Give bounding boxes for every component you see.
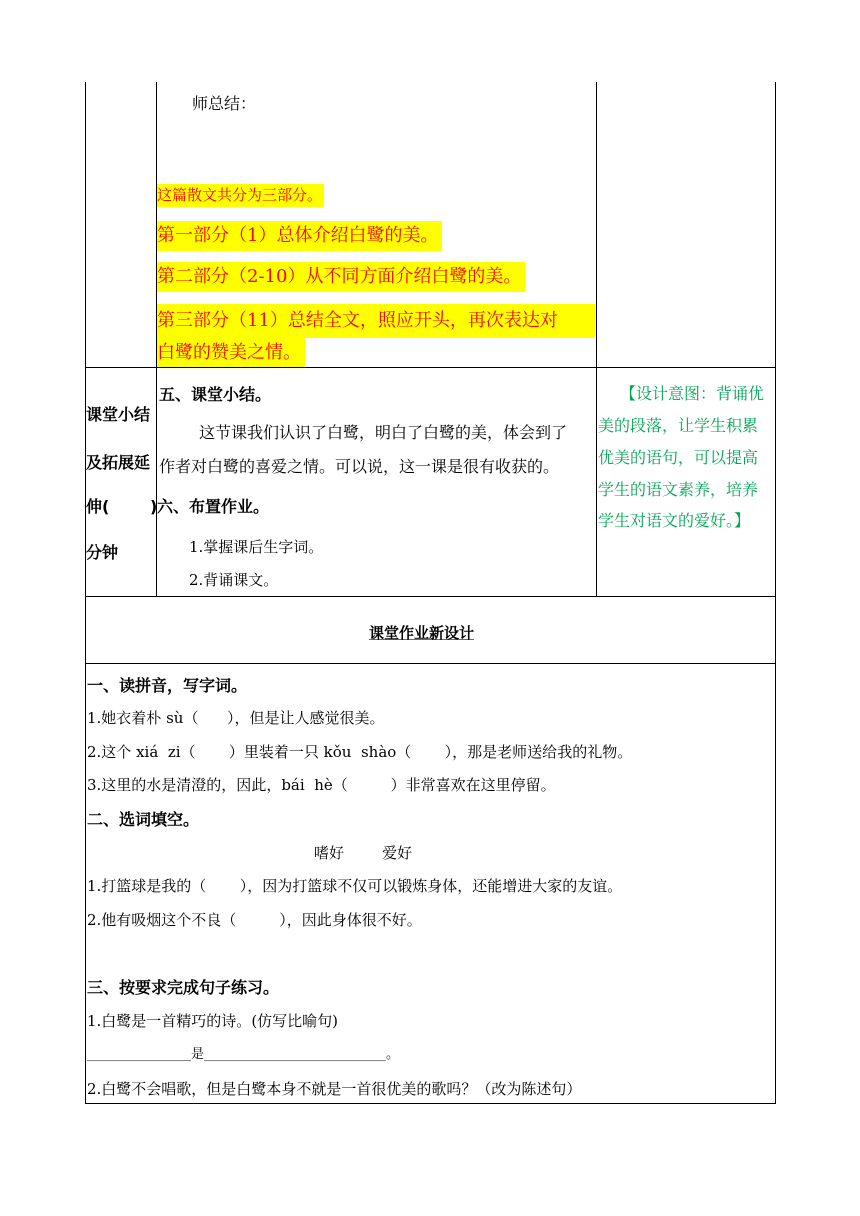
table-border-right	[775, 82, 776, 1104]
col-divider-2	[596, 82, 597, 596]
design-intent-line-2: 美的段落，让学生积累	[598, 416, 759, 435]
homework-item-2: 2.背诵课文。	[189, 571, 279, 589]
question-7: 2.白鹭不会唱歌，但是白鹭本身不就是一首很优美的歌吗？（改为陈述句）	[87, 1080, 582, 1098]
section-5-heading: 五、课堂小结。	[159, 385, 272, 404]
row-divider-2	[85, 596, 776, 597]
question-3: 3.这里的水是清澄的，因此，bái hè（ ）非常喜欢在这里停留。	[87, 776, 556, 794]
section-2-heading: 二、选词填空。	[87, 810, 200, 829]
design-intent-line-3: 优美的语句，可以提高	[598, 448, 759, 467]
summary-paragraph-line-1: 这节课我们认识了白鹭，明白了白鹭的美，体会到了	[199, 423, 568, 442]
question-6-blank: ________________是____________________________。	[87, 1047, 399, 1062]
highlight-line-3: 第二部分（2-10）从不同方面介绍白鹭的美。	[157, 262, 525, 292]
table-border-left	[85, 82, 86, 1104]
design-intent-line-1: 【设计意图：背诵优	[620, 384, 765, 403]
summary-label-3: 伸(	[86, 497, 110, 516]
highlight-line-4: 第三部分（11）总结全文，照应开头，再次表达对	[157, 304, 595, 338]
summary-label-3b: )	[150, 497, 158, 516]
table-border-bottom	[85, 1103, 776, 1104]
design-intent-line-4: 学生的语文素养，培养	[598, 480, 759, 499]
summary-label-4: 分钟	[86, 543, 119, 562]
highlight-line-5: 白鹭的赞美之情。	[157, 338, 305, 367]
summary-label-1: 课堂小结	[86, 405, 151, 424]
section-6-heading: 六、布置作业。	[157, 497, 270, 516]
teacher-summary: 师总结：	[192, 94, 257, 113]
row-divider-1	[85, 367, 776, 368]
section-3-heading: 三、按要求完成句子练习。	[87, 978, 280, 997]
design-intent-line-5: 学生对语文的爱好。】	[598, 511, 751, 530]
row-divider-3	[85, 663, 776, 664]
homework-design-title: 课堂作业新设计	[369, 624, 475, 642]
highlight-line-2: 第一部分（1）总体介绍白鹭的美。	[157, 221, 442, 251]
question-6: 1.白鹭是一首精巧的诗。(仿写比喻句)	[87, 1012, 339, 1030]
question-2: 2.这个 xiá zi（ ）里装着一只 kǒu shào（ ），那是老师送给我的礼物。	[87, 743, 633, 761]
question-5: 2.他有吸烟这个不良（ ），因此身体很不好。	[87, 911, 422, 929]
section-1-heading: 一、读拼音，写字词。	[87, 676, 248, 695]
question-4: 1.打篮球是我的（ ），因为打篮球不仅可以锻炼身体，还能增进大家的友谊。	[87, 877, 623, 895]
summary-paragraph-line-2: 作者对白鹭的喜爱之情。可以说，这一课是很有收获的。	[159, 457, 560, 476]
word-choices: 嗜好 爱好	[314, 844, 413, 862]
highlight-line-1: 这篇散文共分为三部分。	[157, 184, 324, 207]
homework-item-1: 1.掌握课后生字词。	[189, 538, 324, 556]
question-1: 1.她衣着朴 sù（ ），但是让人感觉很美。	[87, 709, 385, 727]
summary-label-2: 及拓展延	[86, 453, 151, 472]
